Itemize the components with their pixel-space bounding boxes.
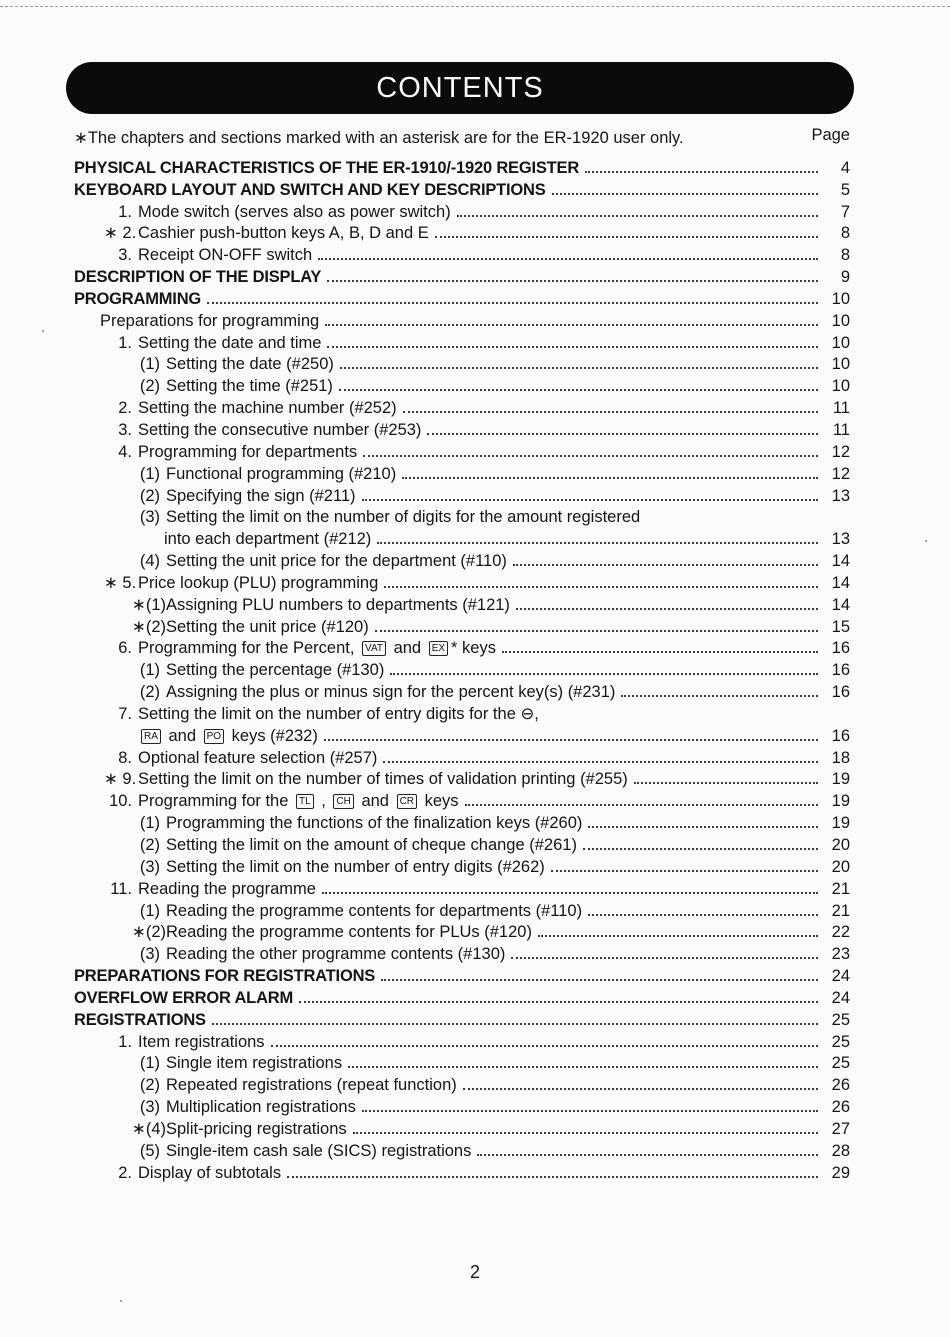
toc-entry-number: 1. (118, 202, 132, 221)
toc-entry (74, 1008, 850, 1030)
dot-leader (363, 455, 818, 457)
toc-entry (74, 746, 850, 768)
dot-leader (384, 586, 818, 588)
dot-leader (207, 302, 818, 304)
toc-entry (74, 1161, 850, 1183)
ex-key-icon: EX (429, 641, 448, 656)
toc-entry-title: Setting the limit on the number of entry digits (#262) (166, 857, 545, 876)
toc-entry-number: 8. (118, 748, 132, 767)
toc-entry-title: Reading the programme contents for departments (#110) (166, 901, 583, 920)
toc-entry-title: KEYBOARD LAYOUT AND SWITCH AND KEY DESCRIPTIONS (74, 180, 546, 199)
toc-entry-title: Display of subtotals (138, 1163, 282, 1182)
dot-leader (634, 782, 818, 784)
scan-speck (925, 540, 927, 542)
dot-leader (538, 935, 818, 937)
toc-entry (74, 462, 850, 484)
toc-entry-number: 2. (118, 1163, 132, 1182)
toc-entry-number: (3) (139, 945, 160, 964)
dot-leader (362, 1110, 818, 1112)
toc-entry-page: 15 (831, 617, 850, 636)
toc-entry (74, 593, 850, 615)
toc-entry-number: (1) (139, 1054, 160, 1073)
toc-entry (74, 287, 850, 309)
dot-leader (375, 630, 818, 632)
toc-entry-page: 27 (831, 1119, 850, 1138)
toc-entry-page: 10 (831, 333, 850, 352)
toc-entry-title: PREPARATIONS FOR REGISTRATIONS (74, 967, 376, 986)
toc-entry-page: 11 (832, 420, 850, 439)
dot-leader (585, 171, 818, 173)
toc-entry-title: Functional programming (#210) (166, 464, 397, 483)
toc-entry-number: (3) (139, 1098, 160, 1117)
scan-speck (120, 1300, 122, 1302)
toc-entry-number: 6. (118, 639, 132, 658)
page-number: 2 (469, 1262, 480, 1282)
toc-entry-number: (2) (139, 836, 160, 854)
toc-entry-title: Setting the limit on the amount of cheque change (#261) (166, 836, 577, 854)
dot-leader (322, 892, 818, 894)
page-column-label: Page (811, 126, 850, 144)
dot-leader (362, 499, 818, 501)
toc-entry-number: (5) (139, 1141, 160, 1160)
toc-entry (74, 724, 850, 746)
dot-leader (511, 957, 818, 959)
toc-entry (74, 986, 850, 1008)
toc-entry-number: (1) (139, 901, 160, 920)
dot-leader (502, 651, 818, 653)
toc-entry-page: 19 (831, 770, 850, 789)
toc-entry (74, 353, 850, 375)
toc-entry-page: 22 (831, 923, 850, 942)
toc-entry-title: Single-item cash sale (SICS) registrations (166, 1141, 472, 1160)
toc-entry (74, 1030, 850, 1052)
dot-leader (212, 1023, 818, 1025)
dot-leader (588, 914, 818, 916)
dot-leader (271, 1045, 818, 1047)
toc-entry-title: Price lookup (PLU) programming (138, 573, 379, 592)
toc-entry-page: 11 (832, 399, 850, 418)
toc-entry-title: Programming the functions of the finalization keys (#260) (166, 814, 583, 833)
contents-banner (66, 62, 854, 114)
toc-entry (74, 331, 850, 353)
toc-entry-number: (2) (139, 486, 160, 505)
toc-entry-page: 12 (831, 464, 850, 483)
toc-entry-page: 16 (831, 683, 850, 702)
toc-entry-title: Programming for departments (138, 442, 358, 461)
toc-entry-page: 8 (840, 246, 850, 265)
toc-entry-page: 24 (831, 967, 850, 986)
toc-entry (74, 178, 850, 200)
toc-entry-page: 19 (831, 792, 850, 811)
toc-entry-title: Specifying the sign (#211) (166, 486, 356, 505)
toc-entry (74, 899, 850, 921)
toc-entry-title: Repeated registrations (repeat function) (166, 1076, 457, 1095)
toc-entry-title: OVERFLOW ERROR ALARM (74, 988, 294, 1007)
toc-entry (74, 549, 850, 571)
toc-entry-number: 3. (118, 246, 132, 265)
toc-entry (74, 680, 850, 702)
toc-entry (74, 768, 850, 790)
toc-entry-page: 26 (831, 1098, 850, 1117)
toc-entry-title: Receipt ON-OFF switch (138, 246, 313, 265)
toc-entry (74, 964, 850, 986)
toc-entry-page: 7 (840, 202, 850, 221)
toc-entry-page: 13 (831, 486, 850, 505)
toc-entry-page: 5 (840, 180, 850, 199)
dot-leader (477, 1154, 818, 1156)
toc-entry-page: 26 (831, 1076, 850, 1095)
toc-entry-page: 13 (831, 530, 850, 549)
toc-entry-number: (3) (139, 857, 160, 876)
dot-leader (402, 477, 818, 479)
toc-entry (74, 222, 850, 244)
toc-entry-number: ∗(1) (132, 595, 166, 614)
dot-leader (427, 433, 818, 435)
toc-entry-title: Setting the date (#250) (166, 355, 334, 374)
dot-leader (381, 979, 818, 981)
toc-entry (74, 396, 850, 418)
toc-entry (74, 265, 850, 287)
toc-entry-title: Setting the unit price (#120) (166, 617, 369, 636)
dot-leader (324, 739, 818, 741)
toc-entry (74, 243, 850, 265)
toc-entry-number: (4) (139, 552, 160, 571)
toc-entry-title: Reading the programme (138, 879, 316, 898)
toc-entry-page: 4 (840, 158, 850, 177)
toc-entry (74, 506, 850, 528)
toc-entry-number: 4. (118, 442, 132, 461)
toc-entry (74, 615, 850, 637)
toc-entry-title: Multiplication registrations (166, 1098, 356, 1117)
po-key-icon: PO (204, 729, 224, 744)
cr-key-icon: CR (397, 794, 417, 809)
toc-entry-page: 12 (831, 442, 850, 461)
toc-entry-number: 11. (110, 879, 132, 898)
ra-key-icon: RA (141, 729, 161, 744)
toc-entry-title: Setting the machine number (#252) (138, 399, 397, 418)
asterisk-note-text: ∗The chapters and sections marked with an asterisk are for the ER-1920 user only. (74, 129, 684, 147)
ch-key-icon: CH (333, 794, 353, 809)
toc-entry-page: 29 (831, 1163, 850, 1182)
tl-key-icon: TL (296, 794, 314, 809)
toc-entry (74, 440, 850, 462)
toc-entry-number: (1) (139, 661, 160, 680)
dot-leader (377, 542, 818, 544)
dot-leader (435, 236, 818, 238)
toc-entry-number: 3. (118, 420, 132, 439)
toc-entry-page: 19 (831, 814, 850, 833)
toc-entry (74, 200, 850, 222)
toc-entry (74, 637, 850, 659)
toc-entry (74, 789, 850, 811)
toc-entry (74, 921, 850, 943)
toc-entry-number: ∗ 5. (104, 573, 137, 592)
toc-entry-page: 10 (831, 289, 850, 308)
toc-entry-page: 10 (831, 377, 850, 396)
dot-leader (513, 564, 818, 566)
toc-entry-number: ∗(4) (132, 1119, 166, 1138)
toc-entry-page: 16 (831, 726, 850, 745)
toc-entry (74, 877, 850, 899)
toc-entry-number: (3) (139, 508, 160, 527)
toc-entry (74, 571, 850, 593)
toc-entry-page: 14 (831, 595, 850, 614)
dot-leader (339, 389, 818, 391)
toc-entry-number: 7. (118, 704, 132, 723)
dot-leader (348, 1066, 818, 1068)
toc-entry-title: Reading the other programme contents (#130) (166, 945, 506, 964)
toc-entry-page: 25 (831, 1032, 850, 1051)
toc-entry-page: 14 (831, 552, 850, 571)
dot-leader (552, 193, 818, 195)
table-of-contents (74, 156, 850, 1183)
dot-leader (516, 608, 818, 610)
toc-entry (74, 309, 850, 331)
toc-entry (74, 855, 850, 877)
dot-leader (463, 1088, 818, 1090)
toc-entry (74, 418, 850, 440)
toc-entry (74, 658, 850, 680)
toc-entry-title: Assigning PLU numbers to departments (#121) (166, 595, 510, 614)
vat-key-icon: VAT (362, 641, 386, 656)
toc-entry-title: PHYSICAL CHARACTERISTICS OF THE ER-1910/-1920 REGISTER (74, 158, 580, 177)
toc-entry-number: (2) (139, 683, 160, 702)
toc-entry-title: Programming for the Percent, VAT and EX * keys (138, 639, 496, 658)
toc-entry (74, 374, 850, 396)
dot-leader (318, 258, 818, 260)
toc-entry-number: (1) (139, 464, 160, 483)
toc-entry-title: Assigning the plus or minus sign for the percent key(s) (#231) (166, 683, 616, 702)
toc-entry-title: Setting the limit on the number of entry digits for the ⊖, (138, 704, 539, 723)
toc-entry (74, 527, 850, 549)
toc-entry-number: (1) (139, 814, 160, 833)
toc-entry-page: 25 (831, 1010, 850, 1029)
asterisk-note (74, 126, 850, 150)
toc-entry-title: Split-pricing registrations (166, 1119, 347, 1138)
dot-leader (325, 324, 818, 326)
dot-leader (465, 804, 818, 806)
scan-edge-line (0, 6, 950, 7)
toc-entry-title: Setting the consecutive number (#253) (138, 420, 422, 439)
toc-entry (74, 1139, 850, 1161)
dot-leader (327, 346, 818, 348)
toc-entry-page: 23 (831, 945, 850, 964)
page-title: CONTENTS (376, 71, 544, 104)
toc-entry-page: 25 (831, 1054, 850, 1073)
toc-entry-number: ∗ 9. (104, 770, 137, 789)
dot-leader (583, 848, 818, 850)
toc-entry-number: 10. (109, 792, 132, 811)
toc-entry-title: RA and PO keys (#232) (138, 726, 318, 746)
dot-leader (390, 673, 818, 675)
toc-entry-page: 9 (840, 268, 850, 287)
dot-leader (621, 695, 818, 697)
dot-leader (551, 870, 818, 872)
toc-entry-page: 16 (831, 661, 850, 680)
dot-leader (457, 215, 818, 217)
dot-leader (287, 1176, 818, 1178)
toc-entry-number: 1. (118, 1032, 132, 1051)
toc-entry-title: PROGRAMMING (74, 289, 202, 308)
toc-entry-title: Item registrations (138, 1032, 265, 1051)
toc-entry-title: into each department (#212) (164, 530, 372, 549)
toc-entry-page: 21 (831, 901, 850, 920)
toc-entry-page: 10 (831, 311, 850, 330)
toc-entry-title: Setting the limit on the number of times of validation printing (#255) (138, 770, 628, 789)
toc-entry-page: 24 (831, 988, 850, 1007)
scan-speck (42, 330, 44, 332)
toc-entry-page: 28 (831, 1141, 850, 1160)
toc-entry-number: (1) (139, 355, 160, 374)
toc-entry-page: 18 (831, 748, 850, 767)
toc-entry-title: Setting the percentage (#130) (166, 661, 385, 680)
toc-entry-title: Setting the unit price for the department (#110) (166, 552, 507, 571)
toc-entry (74, 1052, 850, 1074)
toc-entry (74, 811, 850, 833)
toc-entry-number: ∗(2) (132, 923, 166, 942)
toc-entry-title: Reading the programme contents for PLUs (#120) (166, 923, 532, 942)
toc-entry (74, 702, 850, 724)
dot-leader (383, 761, 818, 763)
toc-entry-number: 1. (118, 333, 132, 352)
toc-entry-number: 2. (118, 399, 132, 418)
toc-entry-title: Setting the date and time (138, 333, 322, 352)
toc-entry-title: Preparations for programming (100, 311, 320, 330)
toc-entry (74, 484, 850, 506)
toc-entry-number: ∗ 2. (104, 224, 137, 243)
toc-entry-title: Setting the time (#251) (166, 377, 333, 396)
dot-leader (327, 280, 818, 282)
toc-entry-page: 21 (831, 879, 850, 898)
toc-entry (74, 1073, 850, 1095)
toc-entry-page: 20 (831, 857, 850, 876)
toc-entry (74, 833, 850, 855)
toc-entry-title: Single item registrations (166, 1054, 343, 1073)
toc-entry (74, 942, 850, 964)
dot-leader (299, 1001, 818, 1003)
toc-entry-page: 14 (831, 573, 850, 592)
toc-entry-page: 16 (831, 639, 850, 658)
toc-entry-title: Setting the limit on the number of digits for the amount registered (166, 508, 641, 527)
toc-entry-title: Programming for the TL , CH and CR keys (138, 792, 459, 811)
toc-entry-number: (2) (139, 377, 160, 396)
dot-leader (403, 411, 818, 413)
toc-entry-title: Optional feature selection (#257) (138, 748, 378, 767)
toc-entry (74, 1095, 850, 1117)
dot-leader (588, 826, 818, 828)
toc-entry-title: DESCRIPTION OF THE DISPLAY (74, 268, 322, 287)
dot-leader (340, 367, 818, 369)
toc-entry-title: REGISTRATIONS (74, 1010, 206, 1029)
toc-entry-title: Mode switch (serves also as power switch) (138, 202, 451, 221)
toc-entry-page: 20 (831, 836, 850, 854)
toc-entry-number: ∗(2) (132, 617, 166, 636)
toc-entry-page: 8 (840, 224, 850, 243)
dot-leader (353, 1132, 818, 1134)
toc-entry-page: 10 (831, 355, 850, 374)
toc-entry-number: (2) (139, 1076, 160, 1095)
toc-entry (74, 156, 850, 178)
toc-entry-title: Cashier push-button keys A, B, D and E (138, 224, 429, 243)
toc-entry (74, 1117, 850, 1139)
